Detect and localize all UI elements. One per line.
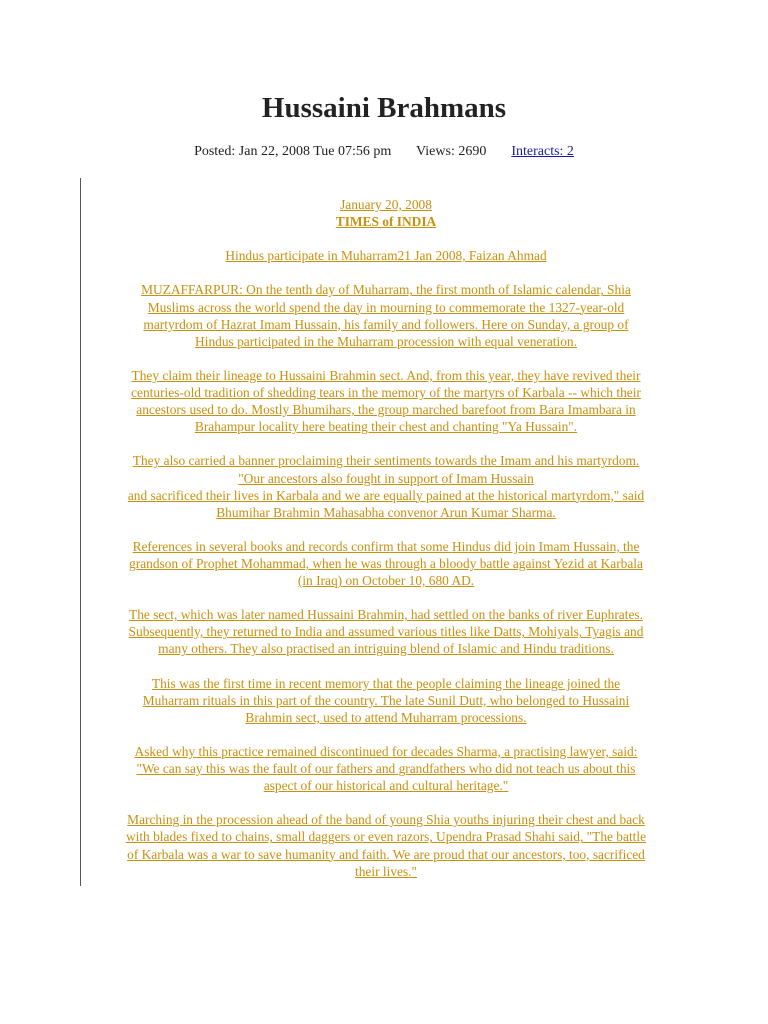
article-source[interactable]: TIMES of INDIA [335, 214, 437, 230]
article-paragraph [86, 606, 686, 657]
paragraph-line[interactable]: "We can say this was the fault of our fathers and grandfathers who did not teach us about this [136, 761, 636, 777]
article-header [86, 196, 686, 230]
article-paragraph [86, 675, 686, 726]
paragraph-line[interactable]: aspect of our historical and cultural heritage." [263, 778, 509, 794]
paragraph-line[interactable]: Subsequently, they returned to India and assumed various titles like Datts, Mohiyals, Tyagis and [128, 624, 644, 640]
paragraph-line[interactable]: centuries-old tradition of shedding tears in the memory of the martyrs of Karbala -- which their [131, 385, 641, 401]
paragraph-line[interactable]: The sect, which was later named Hussaini Brahmin, had settled on the banks of river Euphrates. [129, 607, 643, 623]
post-meta [0, 143, 768, 161]
article-paragraph [86, 538, 686, 589]
views-count: 2690 [458, 144, 487, 159]
paragraph-line[interactable]: ancestors used to do. Mostly Bhumihars, the group marched barefoot from Bara Imambara in [136, 402, 636, 418]
paragraph-line[interactable]: Brahmin sect, used to attend Muharram processions. [245, 709, 527, 725]
paragraph-line[interactable]: Bhumihar Brahmin Mahasabha convenor Arun Kumar Sharma. [216, 504, 556, 520]
paragraph-line[interactable]: References in several books and records confirm that some Hindus did join Imam Hussain, the [132, 538, 640, 554]
views-label: Views: [416, 144, 455, 159]
article-paragraph [86, 452, 686, 520]
paragraph-line[interactable]: (in Iraq) on October 10, 680 AD. [297, 573, 475, 589]
paragraph-line[interactable]: "Our ancestors also fought in support of Imam Hussain [238, 470, 534, 486]
article-paragraph [86, 367, 686, 435]
paragraph-line[interactable]: This was the first time in recent memory that the people claiming the lineage joined the [151, 675, 621, 691]
paragraph-line[interactable]: Muharram rituals in this part of the country. The late Sunil Dutt, who belonged to Hussaini [142, 692, 630, 708]
paragraph-line[interactable]: martyrdom of Hazrat Imam Hussain, his family and followers. Here on Sunday, a group of [143, 316, 629, 332]
paragraph-line[interactable]: They claim their lineage to Hussaini Brahmin sect. And, from this year, they have revived their [131, 367, 641, 383]
article-paragraph [86, 281, 686, 349]
paragraph-line[interactable]: MUZAFFARPUR: On the tenth day of Muharram, the first month of Islamic calendar, Shia [141, 282, 631, 298]
posted-label: Posted: [194, 144, 236, 159]
paragraph-line[interactable]: of Karbala was a war to save humanity and faith. We are proud that our ancestors, too, sacrificed [127, 846, 645, 862]
paragraph-line[interactable]: Muslims across the world spend the day in mourning to commemorate the 1327-year-old [147, 299, 625, 315]
paragraph-line[interactable]: They also carried a banner proclaiming their sentiments towards the Imam and his martyrdom. [132, 453, 640, 469]
article-paragraph [86, 743, 686, 794]
article-paragraph [86, 811, 686, 879]
page-title: Hussaini Brahmans [261, 92, 507, 124]
paragraph-line[interactable]: their lives." [355, 863, 417, 879]
paragraph-line[interactable]: Brahampur locality here beating their chest and chanting "Ya Hussain". [194, 419, 578, 435]
article-byline [86, 247, 686, 264]
paragraph-line[interactable]: grandson of Prophet Mohammad, when he was through a bloody battle against Yezid at Karbala [129, 555, 643, 571]
posted-date: Jan 22, 2008 Tue 07:56 pm [238, 144, 392, 159]
article-date[interactable]: January 20, 2008 [340, 197, 432, 212]
paragraph-line[interactable]: Hindus participated in the Muharram procession with equal veneration. [195, 333, 577, 349]
byline-text[interactable]: Hindus participate in Muharram21 Jan 2008, Faizan Ahmad [225, 248, 547, 264]
paragraph-line[interactable]: Marching in the procession ahead of the band of young Shia youths injuring their chest and back [127, 812, 645, 828]
article-body [86, 196, 686, 897]
left-rule [80, 178, 81, 886]
paragraph-line[interactable]: many others. They also practised an intriguing blend of Islamic and Hindu traditions. [158, 641, 614, 657]
paragraph-line[interactable]: Asked why this practice remained discontinued for decades Sharma, a practising lawyer, said: [134, 744, 638, 759]
paragraph-line[interactable]: and sacrificed their lives in Karbala and we are equally pained at the historical martyrdom," said [127, 487, 645, 503]
interacts-link[interactable]: Interacts: 2 [511, 144, 574, 159]
paragraph-line[interactable]: with blades fixed to chains, small daggers or even razors, Upendra Prasad Shahi said, "The battle [125, 829, 647, 845]
